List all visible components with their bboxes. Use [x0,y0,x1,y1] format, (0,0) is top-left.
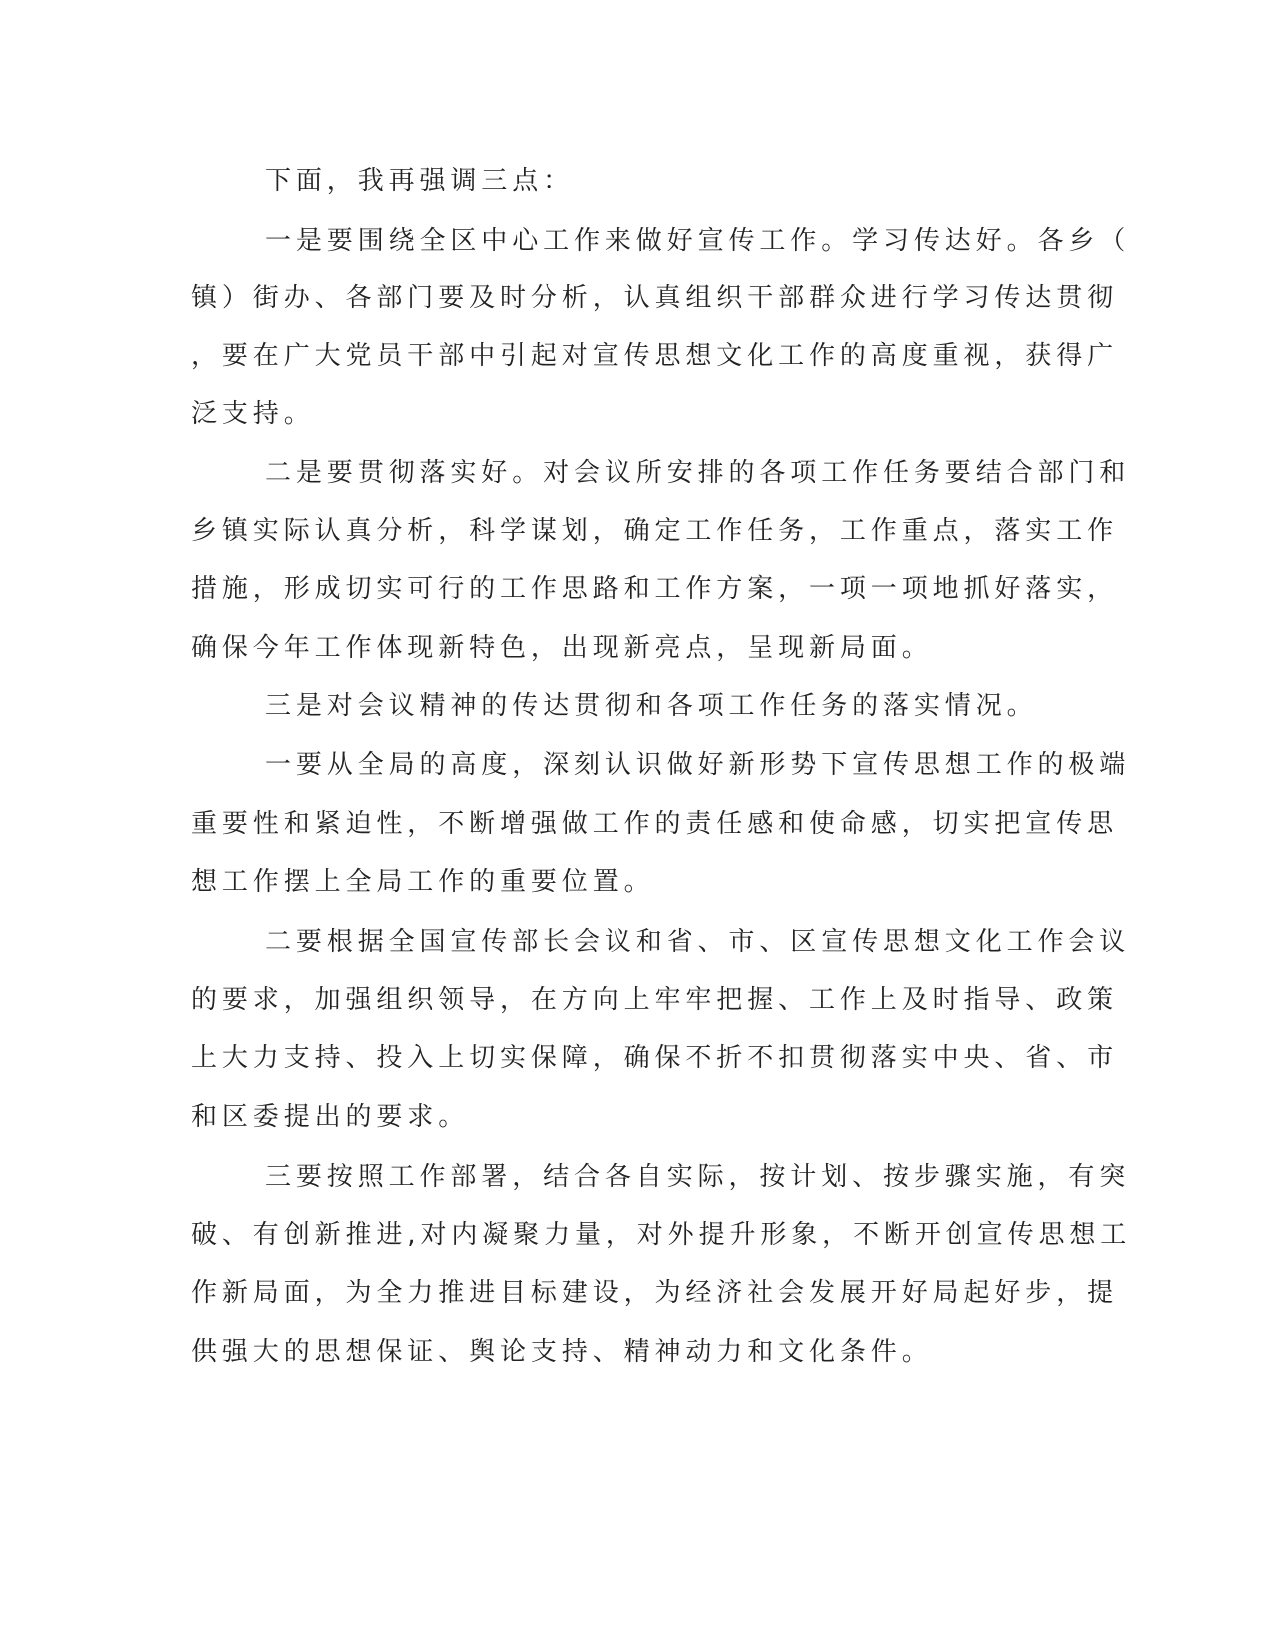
paragraph-sub-2-line-3: 上大力支持、投入上切实保障，确保不折不扣贯彻落实中央、省、市 [191,1043,1119,1073]
paragraph-sub-1-line-2: 重要性和紧迫性，不断增强做工作的责任感和使命感，切实把宣传思 [191,809,1119,839]
paragraph-sub-3-line-2: 破、有创新推进,对内凝聚力量，对外提升形象，不断开创宣传思想工 [191,1220,1132,1250]
paragraph-sub-3-line-4: 供强大的思想保证、舆论支持、精神动力和文化条件。 [191,1337,933,1367]
paragraph-point-2-line-1: 二是要贯彻落实好。对会议所安排的各项工作任务要结合部门和 [265,458,1131,488]
paragraph-sub-3-line-1: 三要按照工作部署，结合各自实际，按计划、按步骤实施，有突 [265,1162,1131,1192]
paragraph-point-1-line-4: 泛支持。 [191,399,315,429]
paragraph-sub-2-line-4: 和区委提出的要求。 [191,1102,470,1132]
paragraph-sub-1-line-3: 想工作摆上全局工作的重要位置。 [191,867,655,897]
paragraph-point-1-line-2: 镇）街办、各部门要及时分析，认真组织干部群众进行学习传达贯彻 [191,283,1119,313]
paragraph-point-2-line-2: 乡镇实际认真分析，科学谋划，确定工作任务，工作重点，落实工作 [191,516,1119,546]
paragraph-sub-2-line-1: 二要根据全国宣传部长会议和省、市、区宣传思想文化工作会议 [265,927,1131,957]
paragraph-point-2-line-4: 确保今年工作体现新特色，出现新亮点，呈现新局面。 [191,633,933,663]
paragraph-sub-2-line-2: 的要求，加强组织领导，在方向上牢牢把握、工作上及时指导、政策 [191,985,1119,1015]
paragraph-sub-3-line-3: 作新局面，为全力推进目标建设，为经济社会发展开好局起好步，提 [191,1278,1119,1308]
paragraph-point-1-line-1: 一是要围绕全区中心工作来做好宣传工作。学习传达好。各乡（ [265,226,1131,256]
paragraph-point-2-line-3: 措施，形成切实可行的工作思路和工作方案，一项一项地抓好落实， [191,574,1119,604]
paragraph-sub-1-line-1: 一要从全局的高度，深刻认识做好新形势下宣传思想工作的极端 [265,750,1131,780]
paragraph-point-1-line-3: ，要在广大党员干部中引起对宣传思想文化工作的高度重视，获得广 [191,341,1119,371]
paragraph-intro: 下面，我再强调三点： [265,166,575,196]
paragraph-point-3: 三是对会议精神的传达贯彻和各项工作任务的落实情况。 [265,691,1038,721]
